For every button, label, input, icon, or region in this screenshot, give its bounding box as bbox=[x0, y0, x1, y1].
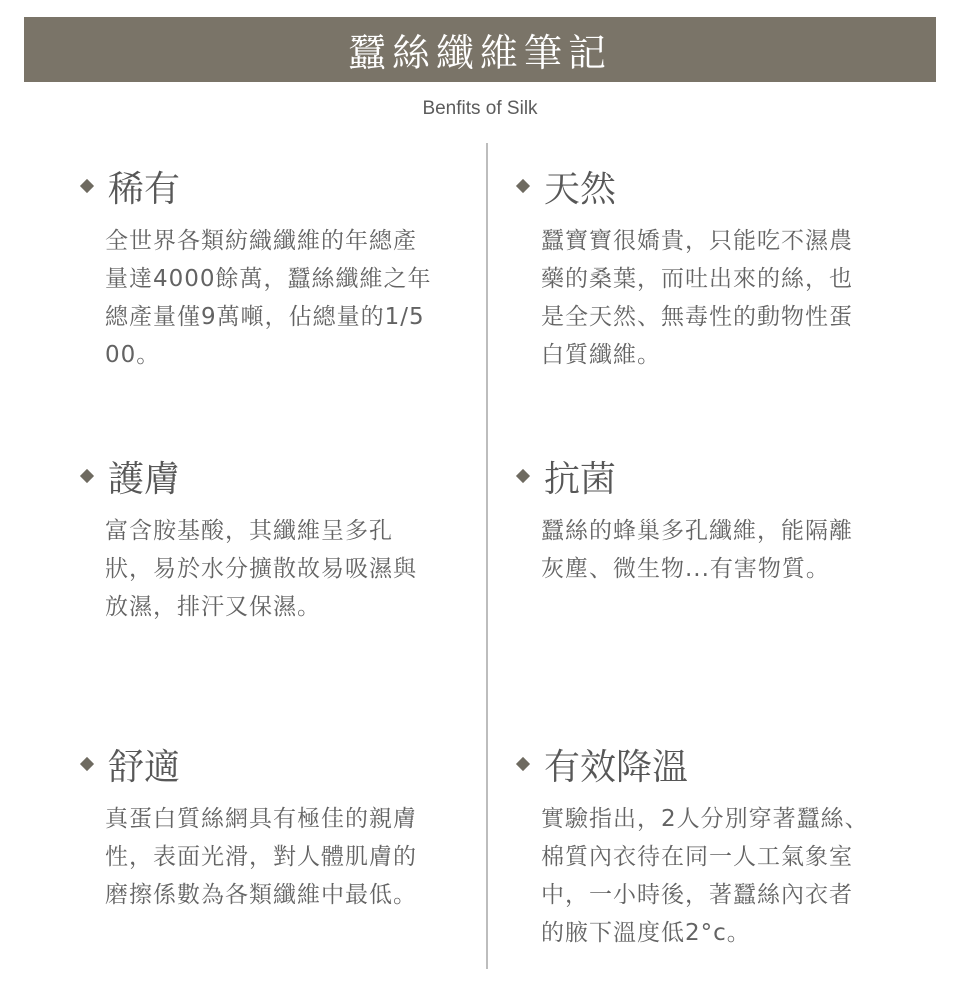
section-body: 蠶寶寶很嬌貴，只能吃不濕農藥的桑葉，而吐出來的絲，也是全天然、無毒性的動物性蛋白質纖維。 bbox=[541, 228, 853, 368]
section-title: 抗菌 bbox=[544, 458, 617, 500]
section-comfort bbox=[78, 740, 418, 914]
section-heading bbox=[514, 740, 854, 788]
diamond-bullet-icon bbox=[80, 179, 94, 193]
section-title: 舒適 bbox=[108, 746, 181, 788]
section-title: 護膚 bbox=[108, 458, 181, 500]
section-body: 全世界各類紡織纖維的年總產量達4000餘萬，蠶絲纖維之年總產量僅9萬噸，佔總量的1/500。 bbox=[105, 228, 432, 368]
diamond-bullet-icon bbox=[516, 757, 530, 771]
diamond-bullet-icon bbox=[80, 757, 94, 771]
diamond-bullet-icon bbox=[80, 469, 94, 483]
page-subtitle: Benfits of Silk bbox=[422, 98, 538, 119]
section-heading bbox=[78, 452, 418, 500]
section-body: 蠶絲的蜂巢多孔纖維，能隔離灰塵、微生物...有害物質。 bbox=[541, 518, 853, 582]
section-heading bbox=[514, 162, 854, 210]
section-title: 稀有 bbox=[108, 168, 181, 210]
section-body: 真蛋白質絲網具有極佳的親膚性，表面光滑，對人體肌膚的磨擦係數為各類纖維中最低。 bbox=[105, 806, 417, 908]
section-antibacterial bbox=[514, 452, 854, 588]
column-divider bbox=[486, 143, 488, 969]
page-title: 蠶絲纖維筆記 bbox=[347, 31, 612, 75]
section-heading bbox=[78, 162, 418, 210]
diamond-bullet-icon bbox=[516, 179, 530, 193]
section-cooling bbox=[514, 740, 869, 952]
section-body: 富含胺基酸，其纖維呈多孔狀，易於水分擴散故易吸濕與放濕，排汗又保濕。 bbox=[105, 518, 417, 620]
section-title: 有效降溫 bbox=[544, 746, 689, 788]
section-body: 實驗指出，2人分別穿著蠶絲、棉質內衣待在同一人工氣象室中，一小時後，著蠶絲內衣者的腋下溫度低2°c。 bbox=[541, 806, 869, 946]
section-rare bbox=[78, 162, 432, 374]
title-banner bbox=[24, 17, 936, 82]
section-natural bbox=[514, 162, 854, 374]
section-heading bbox=[78, 740, 418, 788]
section-heading bbox=[514, 452, 854, 500]
diamond-bullet-icon bbox=[516, 469, 530, 483]
section-title: 天然 bbox=[544, 168, 617, 210]
section-skin-care bbox=[78, 452, 418, 626]
